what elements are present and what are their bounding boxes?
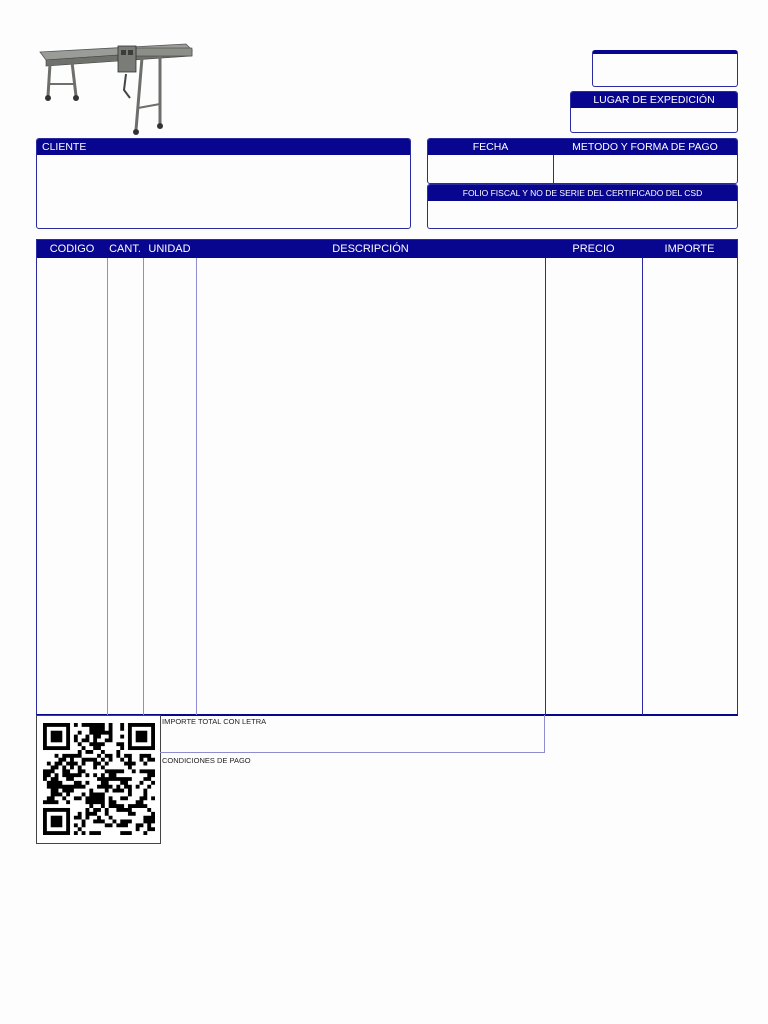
items-table-header (37, 240, 737, 258)
folio-fiscal-label: FOLIO FISCAL Y NO DE SERIE DEL CERTIFICADO DEL CSD (462, 187, 703, 198)
conveyor-machine-icon (36, 38, 196, 138)
col-unidad: UNIDAD (148, 242, 191, 255)
qr-code-box (36, 715, 161, 844)
logo-image (36, 38, 196, 138)
cliente-label: CLIENTE (42, 140, 87, 153)
fecha-pago-panel (427, 138, 738, 184)
col-divider-5 (642, 258, 643, 715)
fecha-label: FECHA (472, 140, 509, 153)
col-divider-3 (196, 258, 197, 715)
condiciones-label: CONDICIONES DE PAGO (162, 756, 251, 765)
importe-letra-label: IMPORTE TOTAL CON LETRA (162, 717, 267, 726)
lugar-expedicion-header (571, 92, 737, 108)
condiciones-box (160, 753, 545, 773)
pago-label: METODO Y FORMA DE PAGO (572, 140, 718, 153)
lugar-expedicion-label: LUGAR DE EXPEDICIÓN (593, 93, 715, 106)
col-descripcion: DESCRIPCIÓN (332, 242, 409, 255)
items-table (36, 239, 738, 716)
folio-number-box (592, 50, 738, 87)
col-precio: PRECIO (572, 242, 615, 255)
fecha-divider (553, 155, 554, 184)
importe-letra-box (160, 715, 545, 753)
col-importe: IMPORTE (664, 242, 715, 255)
lugar-expedicion-panel (570, 91, 738, 133)
folio-fiscal-panel (427, 184, 738, 229)
cliente-panel (36, 138, 411, 229)
col-codigo: CODIGO (49, 242, 95, 255)
fecha-pago-header (428, 139, 737, 155)
qr-code-icon (43, 723, 155, 835)
cliente-header (37, 139, 410, 155)
col-divider-1 (107, 258, 108, 715)
col-divider-2 (143, 258, 144, 715)
folio-fiscal-header (428, 185, 737, 201)
col-cant: CANT. (109, 242, 141, 255)
col-divider-4 (545, 258, 546, 715)
